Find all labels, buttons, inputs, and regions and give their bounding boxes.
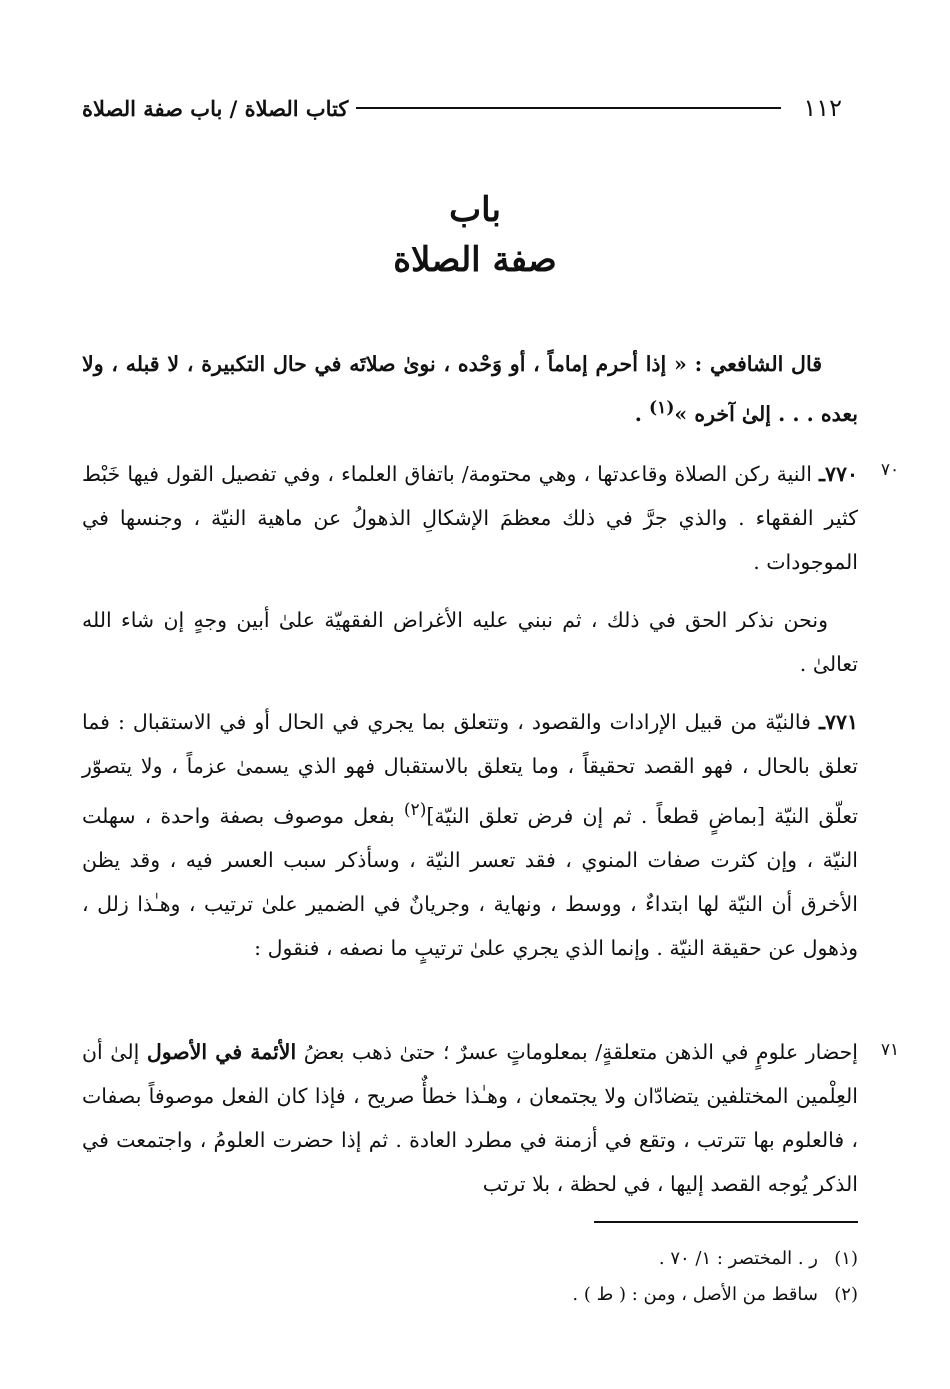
paragraph-771 [82,700,858,970]
paragraph-771-continued [82,1030,858,1206]
shafii-quote [82,342,858,436]
running-title: كتاب الصلاة / باب صفة الصلاة [82,95,349,121]
footnote [659,1248,858,1269]
paragraph-text-continued: إلىٰ أن العِلْمين المختلفين يتضادّان ولا يجتمعان ، وهـٰذا خطأٌ صريح ، فإذا كان الفعل موصوفاً بصفات ، فالعلوم بها تترتب ، وتقع في أزمنة في مطرد العادة . ثم إذا حضرت العلومُ ، واجتمعت في الذكر يُوجه القصد إليها ، في لحظة ، بلا ترتب [82,1040,858,1196]
quote-text: قال الشافعي : « إذا أحرم إماماً ، أو وَحْده ، نوىٰ صلاتَه في حال التكبيرة ، لا قبله ، ولا بعده . . . إلىٰ آخره » [82,352,858,426]
footnote-separator [594,1221,858,1223]
paragraph-770-continued: ونحن نذكر الحق في ذلك ، ثم نبني عليه الأغراض الفقهيّة علىٰ أبين وجهٍ إن شاء الله تعالىٰ . [82,608,858,676]
footnote-number: (١) [834,1248,858,1269]
footnote [572,1284,858,1305]
running-header [82,88,842,128]
footnote-text: ر . المختصر : ١/ ٧٠ . [658,1248,818,1269]
margin-reference-71: ٧١ [880,1040,900,1060]
footnote-ref-1[interactable]: (١) [649,398,675,418]
footnote-text: ساقط من الأصل ، ومن : ( ط ) . [572,1284,818,1305]
emphasized-term: الأئمة في الأصول [146,1040,297,1064]
header-rule [356,107,781,109]
paragraph-number: ٧٧١ـ [818,710,858,734]
footnote-number: (٢) [834,1284,858,1305]
paragraph-text: فالنيّة من قبيل الإرادات والقصود ، وتتعلق بما يجري في الحال أو في الاستقبال : فما تعلق بالحال ، فهو القصد تحقيقاً ، وما يتعلق بالاستقبال فهو الذي يسمىٰ عزماً ، ولا يتصوّر تعلّق النيّة [بماضٍ قطعاً . ثم إن فرض تعلق النيّة] [82,710,858,828]
chapter-heading-line2: صفة الصلاة [393,240,557,280]
paragraph-text: إحضار علومٍ في الذهن متعلقةٍ/ بمعلوماتٍ عسرٌ ؛ حتىٰ ذهب بعضُ [296,1040,858,1064]
paragraph-number: ٧٧٠ـ [818,462,858,486]
paragraph-text: النية ركن الصلاة وقاعدتها ، وهي محتومة/ باتفاق العلماء ، وفي تفصيل القول فيها خَبْط كثير الفقهاء . والذي جرَّ في ذلك معظمَ الإشكالِ الذهولُ عن ماهية النيّة ، وجنسها في الموجودات . [82,462,858,574]
paragraph-text-continued: بفعل موصوف بصفة واحدة ، سهلت النيّة ، وإن كثرت صفات المنوي ، فقد تعسر النيّة ، وسأذكر سبب العسر فيه ، وقد يظن الأخرق أن النيّة لها ابتداءٌ ، ووسط ، ونهاية ، وجريانٌ في الضمير علىٰ ترتيب ، وهـٰذا زلل ، وذهول عن حقيقة النيّة . وإنما الذي يجري علىٰ ترتيبٍ ما نصفه ، فنقول : [82,803,858,960]
paragraph-770 [82,452,858,584]
footnote-ref-2[interactable]: (٢) [403,800,427,820]
page-number: ١١٢ [803,94,842,122]
quote-end: . [634,401,650,426]
chapter-heading-line1: باب [449,190,501,230]
margin-reference-70: ٧٠ [880,460,900,480]
